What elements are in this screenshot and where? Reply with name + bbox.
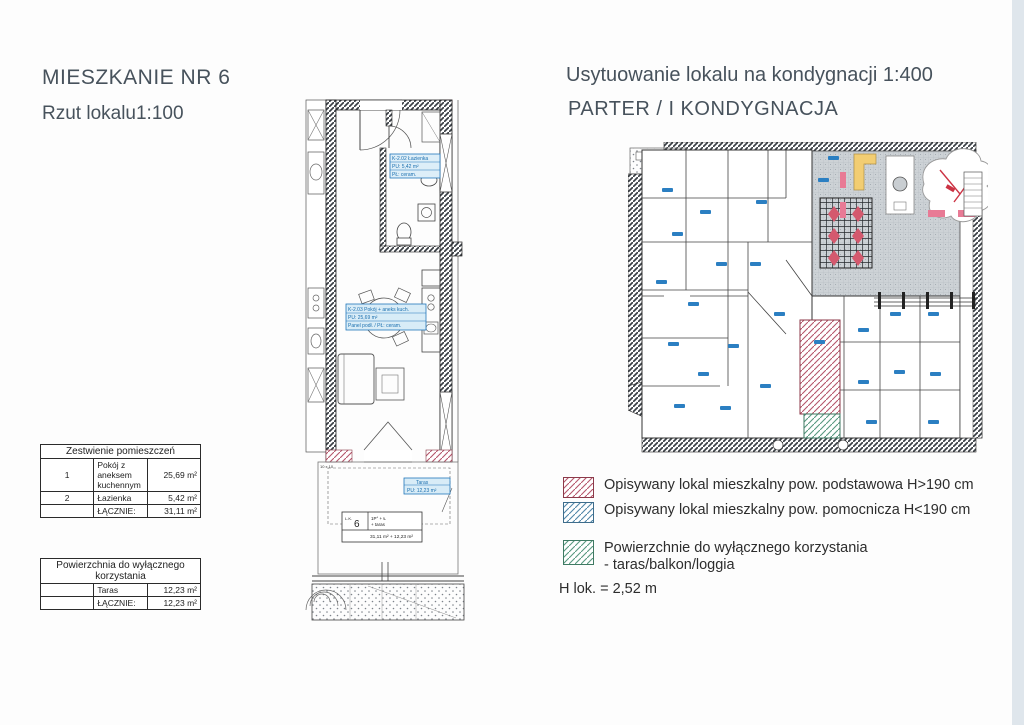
bathroom (380, 110, 440, 252)
table-row (41, 459, 201, 492)
terrace-door (364, 422, 412, 462)
green-hatch-swatch (563, 540, 594, 565)
legend-label: Opisywany lokal mieszkalny pow. podstawowa H>190 cm (604, 477, 974, 493)
window (440, 134, 452, 192)
room-area: 25,69 m² (147, 459, 200, 492)
svg-text:6: 6 (354, 519, 360, 530)
svg-text:PU: 25,69 m²: PU: 25,69 m² (348, 315, 378, 321)
building-location-plan (628, 142, 988, 464)
svg-text:PU: 12,23 m²: PU: 12,23 m² (407, 488, 437, 494)
total-label: ŁĄCZNIE: (94, 597, 147, 610)
red-wall-mark (426, 450, 452, 462)
red-wall-mark (326, 450, 352, 462)
blue-hatch-swatch (563, 502, 594, 523)
table-row (41, 584, 201, 597)
service-shaft-strip (306, 100, 326, 452)
legend-label: Opisywany lokal mieszkalny pow. pomocnicza H<190 cm (604, 502, 971, 518)
room-name: Łazienka (94, 492, 147, 505)
highlighted-terrace (804, 414, 840, 438)
room-area: 12,23 m² (147, 584, 200, 597)
row-number (41, 584, 94, 597)
svg-text:1P° + Ł: 1P° + Ł (371, 516, 386, 521)
highlighted-unit-6 (800, 320, 840, 414)
sofa (338, 354, 404, 404)
svg-text:K-2.03 Pokój + aneks kuch.: K-2.03 Pokój + aneks kuch. (348, 307, 410, 313)
terrace-label (404, 478, 450, 494)
drain-note: 10 x 10 (320, 464, 334, 469)
row-number: 2 (41, 492, 94, 505)
location-title: Usytuowanie lokalu na kondygnacji 1:400 (566, 64, 933, 86)
svg-text:Panel podł. / PŁ: ceram.: Panel podł. / PŁ: ceram. (348, 323, 402, 329)
apartment-floor-plan (304, 92, 472, 622)
total-value: 12,23 m² (147, 597, 200, 610)
svg-text:Taras: Taras (416, 480, 429, 486)
table-total-row (41, 505, 201, 518)
exclusive-table-title: Powierzchnia do wyłącznego korzystania (41, 559, 201, 584)
site-boundary-left (628, 174, 642, 386)
table-total-row (41, 597, 201, 610)
svg-text:+ taras: + taras (371, 522, 385, 527)
red-hatch-swatch (563, 477, 594, 498)
deck-feature (886, 156, 914, 214)
legend-item-exclusive-area (563, 540, 868, 574)
scan-edge-shadow (1012, 0, 1024, 725)
svg-text:PŁ: ceram.: PŁ: ceram. (392, 172, 417, 178)
legend-item-primary-area (563, 477, 974, 498)
row-number: 1 (41, 459, 94, 492)
svg-text:PU: 5,42 m²: PU: 5,42 m² (392, 164, 419, 170)
window (440, 392, 452, 456)
table-row (41, 492, 201, 505)
site-boundary-bottom (642, 438, 976, 452)
legend-label: Powierzchnie do wyłącznego korzystania (604, 540, 868, 556)
legend-item-auxiliary-area (563, 502, 970, 523)
page-title: MIESZKANIE NR 6 (42, 66, 231, 89)
rooms-table-title: Zestwienie pomieszczeń (41, 445, 201, 459)
room-label (346, 304, 426, 330)
rooms-table (40, 444, 201, 518)
total-value: 31,11 m² (147, 505, 200, 518)
washer-icon (418, 204, 435, 221)
pilaster (452, 242, 462, 256)
exclusive-use-table (40, 558, 201, 610)
left-wall (326, 100, 336, 462)
room-name: Taras (94, 584, 147, 597)
page-subtitle: Rzut lokalu1:100 (42, 103, 184, 124)
svg-text:31,11 m² + 12,23 m²: 31,11 m² + 12,23 m² (370, 535, 413, 540)
ground-texture (306, 562, 464, 620)
room-name: Pokój z aneksem kuchennym (94, 459, 147, 492)
stairwell (964, 172, 982, 216)
unit-tag (342, 512, 422, 542)
total-label: ŁĄCZNIE: (94, 505, 147, 518)
location-subtitle: PARTER / I KONDYGNACJA (568, 98, 839, 120)
unit-height-note: H lok. = 2,52 m (559, 581, 657, 597)
svg-text:K-2.02 Łazienka: K-2.02 Łazienka (392, 156, 429, 162)
svg-text:L.K.: L.K. (345, 516, 353, 521)
entrance-door (360, 100, 402, 150)
bathroom-label (390, 154, 440, 178)
room-area: 5,42 m² (147, 492, 200, 505)
legend-label-line2: - taras/balkon/loggia (604, 557, 735, 573)
